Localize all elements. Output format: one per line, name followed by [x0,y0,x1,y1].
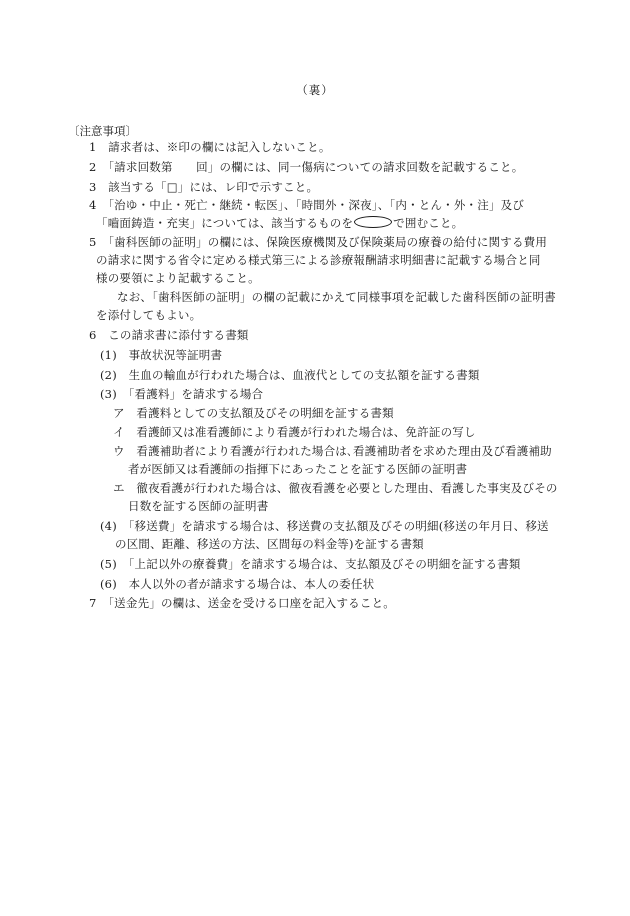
note-item-6-2: (2) 生血の輸血が行われた場合は、血液代としての支払額を証する書類 [100,368,480,382]
page-heading: （裏） [296,83,334,97]
note-item-6-4-line-2: の区間、距離、移送の方法、区間毎の料金等)を証する書類 [115,537,424,551]
oval-mark-icon [354,216,392,228]
section-title: 〔注意事項〕 [68,124,137,138]
note-item-6-3-u-line-2: 者が医師又は看護師の指揮下にあったことを証する医師の証明書 [128,462,468,476]
note-item-6-1: (1) 事故状況等証明書 [100,348,223,362]
note-item-6-5: (5) 「上記以外の療養費」を請求する場合は、支払額及びその明細を証する書類 [100,557,521,571]
note-item-6-4-line-1: (4) 「移送費」を請求する場合は、移送費の支払額及びその明細(移送の年月日、移送 [100,519,549,533]
note-item-6-3-i: イ 看護師又は准看護師により看護が行われた場合は、免許証の写し [113,425,476,439]
note-item-6: 6 この請求書に添付する書類 [89,328,249,342]
note-item-6-3-a: ア 看護料としての支払額及びその明細を証する書類 [113,406,394,420]
note-item-6-3-u-line-1: ウ 看護補助者により看護が行われた場合は､看護補助者を求めた理由及び看護補助 [113,444,552,458]
note-item-6-3-e-line-2: 日数を証する医師の証明書 [128,499,269,513]
note-item-1: 1 請求者は、※印の欄には記入しないこと。 [89,140,331,154]
note-item-4-text-before-oval: 「嚙面鋳造・充実」については、該当するものを [96,216,354,230]
note-item-5-line-2: の請求に関する省令に定める様式第三による診療報酬請求明細書に記載する場合と同 [96,253,541,267]
note-item-3: 3 該当する「□」には、レ印で示すこと。 [89,180,319,194]
note-item-6-6: (6) 本人以外の者が請求する場合は、本人の委任状 [100,577,375,591]
note-item-5-line-1: 5 「歯科医師の証明」の欄には、保険医療機関及び保険薬局の療養の給付に関する費用 [89,235,548,249]
note-item-5-line-5: を添付してもよい。 [96,308,202,322]
note-item-4-line-2 [96,216,463,230]
note-item-4-line-1: 4 「治ゆ・中止・死亡・継続・転医」、「時間外・深夜」、「内・とん・外・注」及び [89,198,525,212]
note-item-6-3: (3) 「看護料」を請求する場合 [100,387,264,401]
note-item-7: 7 「送金先」の欄は、送金を受ける口座を記入すること。 [89,596,395,610]
note-item-6-3-e-line-1: エ 徹夜看護が行われた場合は、徹夜看護を必要とした理由、看護した事実及びその [113,481,558,495]
note-item-5-line-3: 様の要領により記載すること。 [96,271,260,285]
note-item-2: 2 「請求回数第 回」の欄には、同一傷病についての請求回数を記載すること。 [89,160,524,174]
note-item-5-line-4: なお、「歯科医師の証明」の欄の記載にかえて同様事項を記載した歯科医師の証明書 [117,290,556,304]
note-item-4-text-after-oval: で囲むこと。 [393,216,464,230]
